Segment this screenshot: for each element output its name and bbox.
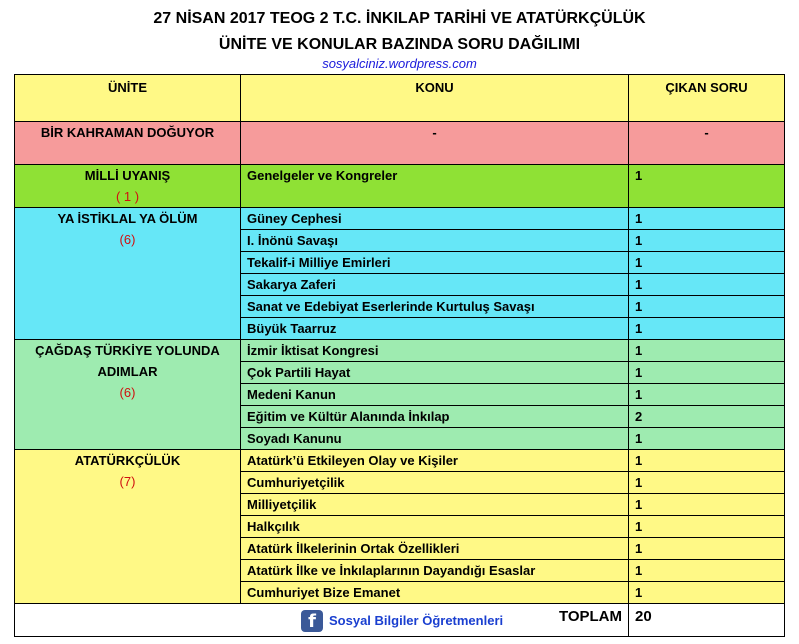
total-row bbox=[15, 604, 785, 637]
count-cell: 1 bbox=[629, 362, 785, 384]
header-konu: KONU bbox=[241, 75, 629, 122]
count-cell: - bbox=[629, 122, 785, 165]
count-cell: 1 bbox=[629, 340, 785, 362]
topic-cell: Eğitim ve Kültür Alanında İnkılap bbox=[241, 406, 629, 428]
count-cell: 1 bbox=[629, 428, 785, 450]
topic-cell: Sakarya Zaferi bbox=[241, 274, 629, 296]
topic-cell: Atatürk İlkelerinin Ortak Özellikleri bbox=[241, 538, 629, 560]
page-title: 27 NİSAN 2017 TEOG 2 T.C. İNKILAP TARİHİ VE ATATÜRKÇÜLÜK bbox=[153, 10, 646, 27]
count-cell: 2 bbox=[629, 406, 785, 428]
topic-cell: Güney Cephesi bbox=[241, 208, 629, 230]
unit-name: ATATÜRKÇÜLÜK bbox=[74, 453, 181, 468]
count-cell: 1 bbox=[629, 538, 785, 560]
count-cell: 1 bbox=[629, 252, 785, 274]
unit-name: ÇAĞDAŞ TÜRKİYE YOLUNDA ADIMLAR bbox=[35, 343, 220, 379]
page-subtitle: ÜNİTE VE KONULAR BAZINDA SORU DAĞILIMI bbox=[218, 36, 581, 53]
table-header-row bbox=[15, 75, 785, 122]
count-cell: 1 bbox=[629, 560, 785, 582]
unit-count: (6) bbox=[119, 385, 136, 400]
count-cell: 1 bbox=[629, 274, 785, 296]
count-cell: 1 bbox=[629, 318, 785, 340]
topic-cell: Atatürk İlke ve İnkılaplarının Dayandığı Esaslar bbox=[241, 560, 629, 582]
header-soru: ÇIKAN SORU bbox=[629, 75, 785, 122]
topic-cell: Medeni Kanun bbox=[241, 384, 629, 406]
facebook-label: Sosyal Bilgiler Öğretmenleri bbox=[329, 613, 504, 629]
unit-cell bbox=[15, 122, 241, 165]
footer-cell bbox=[15, 604, 629, 637]
table-row bbox=[15, 165, 785, 208]
topic-cell: Cumhuriyetçilik bbox=[241, 472, 629, 494]
unit-name: MİLLİ UYANIŞ bbox=[84, 168, 171, 183]
count-cell: 1 bbox=[629, 494, 785, 516]
table-row bbox=[15, 208, 785, 230]
site-url[interactable]: sosyalciniz.wordpress.com bbox=[322, 56, 477, 71]
unit-cell bbox=[15, 208, 241, 340]
topic-cell: - bbox=[241, 122, 629, 165]
topic-cell: Sanat ve Edebiyat Eserlerinde Kurtuluş Savaşı bbox=[241, 296, 629, 318]
topic-cell: Milliyetçilik bbox=[241, 494, 629, 516]
header-unite: ÜNİTE bbox=[15, 75, 241, 122]
unit-count: (6) bbox=[119, 232, 136, 247]
count-cell: 1 bbox=[629, 384, 785, 406]
facebook-icon: f bbox=[301, 610, 323, 632]
count-cell: 1 bbox=[629, 208, 785, 230]
topic-cell: Genelgeler ve Kongreler bbox=[241, 165, 629, 208]
table-row bbox=[15, 450, 785, 472]
count-cell: 1 bbox=[629, 230, 785, 252]
topic-cell: Cumhuriyet Bize Emanet bbox=[241, 582, 629, 604]
count-cell: 1 bbox=[629, 450, 785, 472]
topic-cell: Soyadı Kanunu bbox=[241, 428, 629, 450]
count-cell: 1 bbox=[629, 582, 785, 604]
topic-cell: I. İnönü Savaşı bbox=[241, 230, 629, 252]
topic-cell: Çok Partili Hayat bbox=[241, 362, 629, 384]
count-cell: 1 bbox=[629, 472, 785, 494]
count-cell: 1 bbox=[629, 296, 785, 318]
unit-count: (7) bbox=[119, 474, 136, 489]
topic-cell: Büyük Taarruz bbox=[241, 318, 629, 340]
unit-count: ( 1 ) bbox=[115, 189, 140, 204]
unit-cell bbox=[15, 450, 241, 604]
unit-cell bbox=[15, 165, 241, 208]
topic-cell: Halkçılık bbox=[241, 516, 629, 538]
unit-name: BİR KAHRAMAN DOĞUYOR bbox=[40, 125, 215, 140]
total-value: 20 bbox=[629, 604, 785, 637]
table-row bbox=[15, 122, 785, 165]
topic-cell: Atatürk’ü Etkileyen Olay ve Kişiler bbox=[241, 450, 629, 472]
topic-cell: Tekalif-i Milliye Emirleri bbox=[241, 252, 629, 274]
facebook-link[interactable] bbox=[301, 609, 503, 632]
count-cell: 1 bbox=[629, 165, 785, 208]
unit-name: YA İSTİKLAL YA ÖLÜM bbox=[57, 211, 198, 226]
total-label: TOPLAM bbox=[558, 608, 622, 625]
unit-cell bbox=[15, 340, 241, 450]
topic-cell: İzmir İktisat Kongresi bbox=[241, 340, 629, 362]
count-cell: 1 bbox=[629, 516, 785, 538]
question-distribution-table bbox=[14, 74, 785, 637]
table-row bbox=[15, 340, 785, 362]
